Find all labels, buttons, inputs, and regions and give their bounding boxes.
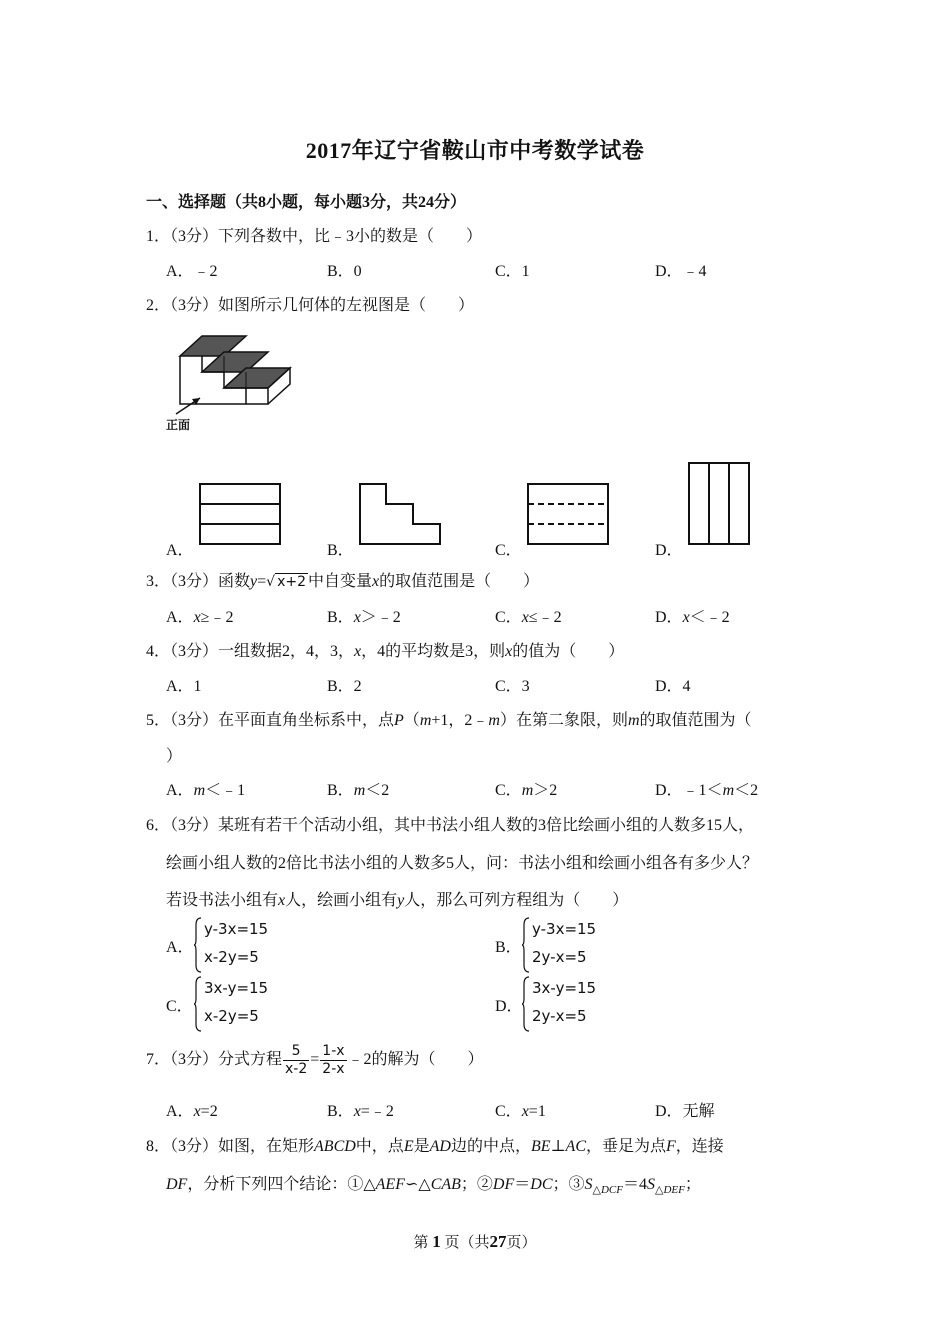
q6-option-b-label: B． [495,939,522,956]
question-3: 3．（3分）函数y=√ x+2 中自变量x的取值范围是（ ） [146,573,540,590]
q5-option-d: D．﹣1＜m＜2 [655,782,759,799]
q6-option-b-system: y-3x=15 2y-x=5 [522,915,596,971]
page-title: 2017年辽宁省鞍山市中考数学试卷 [305,138,645,163]
sqrt-expression: √ x+2 [266,574,307,590]
question-2: 2．（3分）如图所示几何体的左视图是（ ） [146,297,475,314]
q2-option-b: B． [327,542,354,559]
question-8-line1: 8．（3分）如图，在矩形ABCD中，点E是AD边的中点，BE⊥AC，垂足为点F，连接 [146,1138,724,1155]
front-label: 正面 [166,418,191,432]
q6-option-c-system: 3x-y=15 x-2y=5 [194,974,268,1030]
page-number: 1 [432,1232,441,1251]
q6-option-a-system: y-3x=15 x-2y=5 [194,915,268,971]
question-5: 5．（3分）在平面直角坐标系中，点P（m+1，2﹣m）在第二象限，则m的取值范围为（ [146,712,752,729]
q2-option-c: C． [495,542,522,559]
q1-option-d: D．﹣4 [655,263,707,280]
fraction-1: $\frac{5}{x-2}$ [285,1042,308,1077]
question-5-line2: ） [166,748,183,765]
q4-option-c: C．3 [495,678,530,695]
q6-option-d-label: D． [495,998,523,1015]
q1-option-c: C．1 [495,263,530,280]
question-6-line3: 若设书法小组有x人，绘画小组有y人，那么可列方程组为（ ） [166,892,629,909]
option-c-dashed-rows-figure [527,483,609,545]
question-4: 4．（3分）一组数据2，4，3，x，4的平均数是3，则x的值为（ ） [146,643,625,660]
q3-option-a: A．x≥﹣2 [166,609,234,626]
q4-option-a: A．1 [166,678,202,695]
q7-option-a: A．x=2 [166,1103,218,1120]
option-b-step-figure [359,483,441,545]
q2-option-d: D． [655,542,683,559]
fraction-2: $\frac{1-x}{2-x}$ [322,1042,345,1077]
question-1: 1．（3分）下列各数中，比﹣3小的数是（ ） [146,228,483,245]
question-6-line1: 6．（3分）某班有若干个活动小组，其中书法小组人数的3倍比绘画小组的人数多15人， [146,817,755,834]
q1-option-b: B．0 [327,263,362,280]
q1-option-a: A．﹣2 [166,263,218,280]
q3-option-c: C．x≤﹣2 [495,609,562,626]
option-d-three-columns-figure [688,462,750,545]
q6-option-d-system: 3x-y=15 2y-x=5 [522,974,596,1030]
q6-option-a-label: A． [166,939,194,956]
q5-option-b: B．m＜2 [327,782,390,799]
question-8-line2: DF，分析下列四个结论：①△AEF∽△CAB；②DF＝DC；$③S_{\triangle DCF}=4S_{\triangle DEF}$； [166,1176,701,1197]
option-a-three-rows-figure [199,483,281,545]
q7-option-b: B．x=﹣2 [327,1103,394,1120]
q5-option-c: C．m＞2 [495,782,558,799]
total-pages: 27 [489,1232,507,1251]
page-footer: 第 1 页（共27页） [413,1232,537,1251]
q3-option-d: D．x＜﹣2 [655,609,730,626]
q6-option-c-label: C． [166,998,193,1015]
q2-option-a: A． [166,542,194,559]
q7-option-d: D．无解 [655,1103,715,1120]
q4-option-b: B．2 [327,678,362,695]
question-6-line2: 绘画小组人数的2倍比书法小组的人数多5人，问：书法小组和绘画小组各有多少人？ [166,855,759,872]
q5-option-a: A．m＜﹣1 [166,782,246,799]
question-7: 7．（3分）分式方程 $\frac{5}{x-2}$ = $\frac{1-x}{2-x}$ ﹣2的解为（ ） [146,1042,484,1077]
q4-option-d: D．4 [655,678,691,695]
section-heading: 一、选择题（共8小题，每小题3分，共24分） [146,194,467,211]
q7-option-c: C．x=1 [495,1103,546,1120]
q3-option-b: B．x＞﹣2 [327,609,401,626]
